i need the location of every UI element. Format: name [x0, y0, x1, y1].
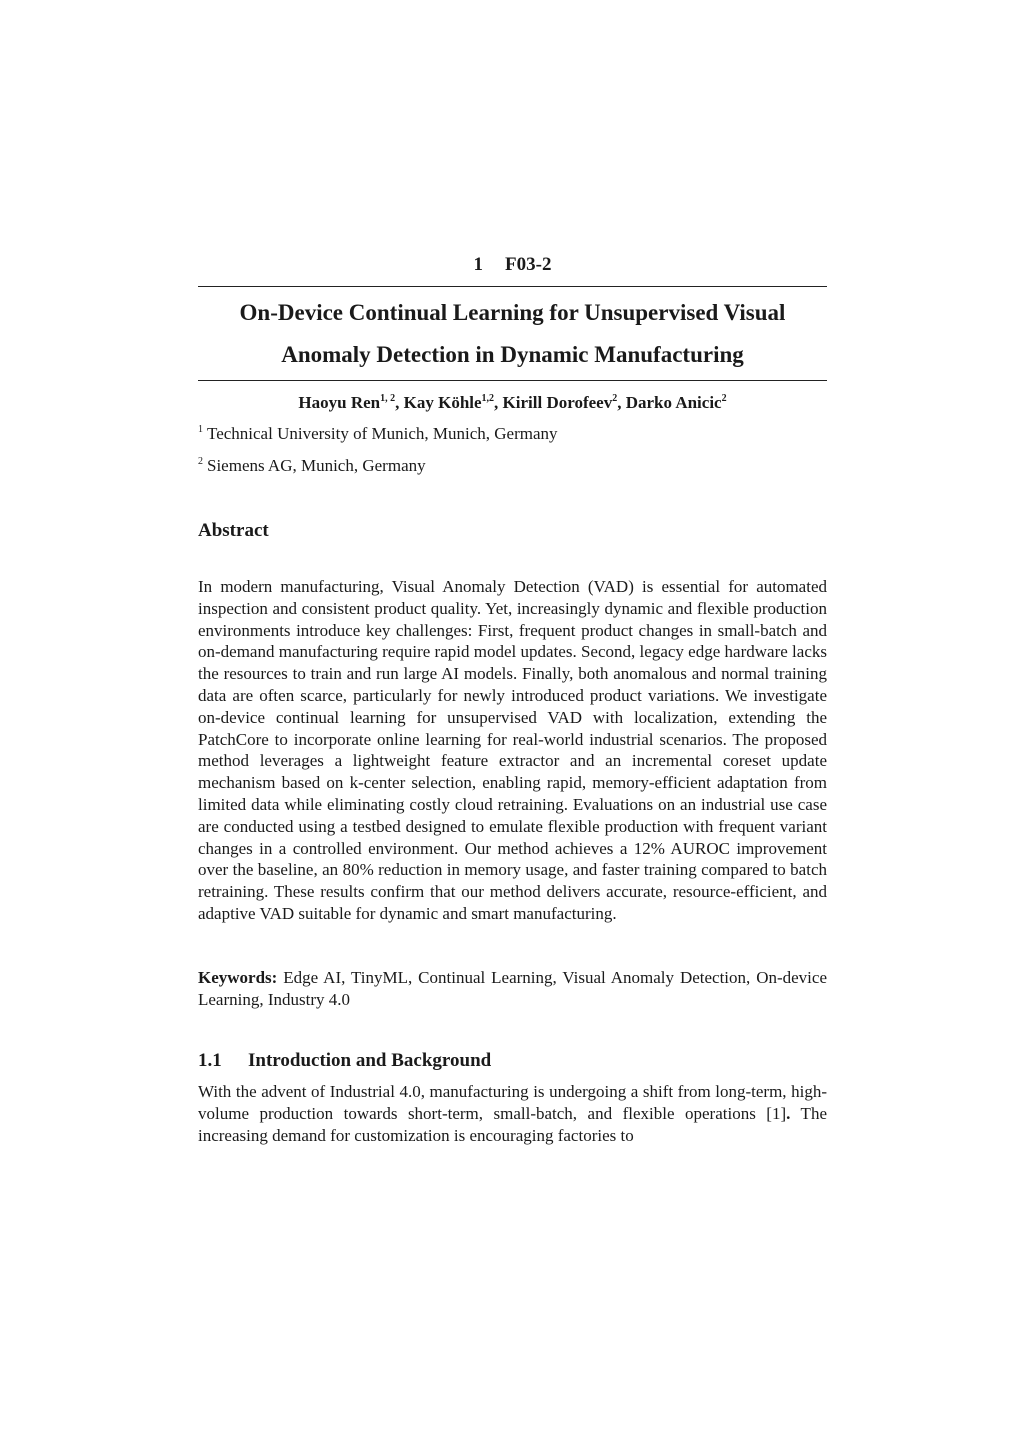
affiliation-text: Siemens AG, Munich, Germany [207, 456, 426, 475]
affiliation-1 [198, 422, 827, 446]
title-rule-top [198, 286, 827, 287]
paper-title [198, 292, 827, 376]
affiliation-text: Technical University of Munich, Munich, Germany [207, 424, 558, 443]
page-number: 1 [473, 254, 484, 275]
title-line-2: Anomaly Detection in Dynamic Manufacturing [281, 342, 744, 367]
paper-page [198, 250, 827, 1147]
paper-id: F03-2 [505, 254, 552, 275]
title-rule-bottom [198, 380, 827, 381]
section-title: Introduction and Background [248, 1050, 492, 1072]
abstract-body: In modern manufacturing, Visual Anomaly Detection (VAD) is essential for automated inspection and consistent product quality. Yet, increasingly dynamic and flexible production environments introduce key challenges: First, frequent product changes in small-batch and on-demand manufacturing require rapid model updates. Second, legacy edge hardware lacks the resources to train and run large AI models. Finally, both anomalous and normal training data are often scarce, particularly for newly introduced product variations. We investigate on-device continual learning for unsupervised VAD with localization, extending the PatchCore to incorporate online learning for real-world industrial scenarios. The proposed method leverages a lightweight feature extractor and an incremental coreset update mechanism based on k-center selection, enabling rapid, memory-efficient adaptation from limited data while eliminating costly cloud retraining. Evaluations on an industrial use case are conducted using a testbed designed to emulate flexible production with frequent variant changes in a controlled environment. Our method achieves a 12% AUROC improvement over the baseline, an 80% reduction in memory usage, and faster training compared to batch retraining. These results confirm that our method delivers accurate, resource-efficient, and adaptive VAD suitable for dynamic and smart manufacturing. [198, 577, 827, 923]
author-affil-mark: 1, 2 [380, 393, 396, 404]
author-affil-mark: 1,2 [481, 393, 495, 404]
author-name: Kirill Dorofeev [502, 393, 613, 412]
affiliation-mark: 1 [198, 424, 203, 435]
author-list: Haoyu Ren$^{1, 2}$, Kay Köhle$^{1,2}$, Kirill Dorofeev$^2$, Darko Anicic$^2$ [298, 393, 727, 412]
author-affil-mark: 2 [721, 393, 727, 404]
affiliation-2 [198, 454, 827, 478]
keywords-label: Keywords: [198, 967, 278, 987]
section-heading [198, 1048, 827, 1074]
keywords [198, 967, 827, 1011]
running-header [198, 250, 827, 280]
author-name: Darko Anicic [625, 393, 722, 412]
author-affil-mark: 2 [612, 393, 618, 404]
author-name: Haoyu Ren [298, 393, 381, 412]
affiliation-mark: 2 [198, 456, 203, 467]
keywords-text: Edge AI, TinyML, Continual Learning, Visual Anomaly Detection, On-device Learning, Industry 4.0 [198, 967, 827, 1009]
abstract-heading: Abstract [198, 520, 269, 541]
author-name: Kay Köhle [403, 393, 482, 412]
section-body: With the advent of Industrial 4.0, manufacturing is undergoing a shift from long-term, high-volume production towards short-term, small-batch, and flexible operations [1]. The increasing demand for customization is encouraging factories to [198, 1082, 827, 1146]
title-line-1: On-Device Continual Learning for Unsupervised Visual [239, 300, 786, 325]
section-number: 1.1 [198, 1050, 222, 1072]
